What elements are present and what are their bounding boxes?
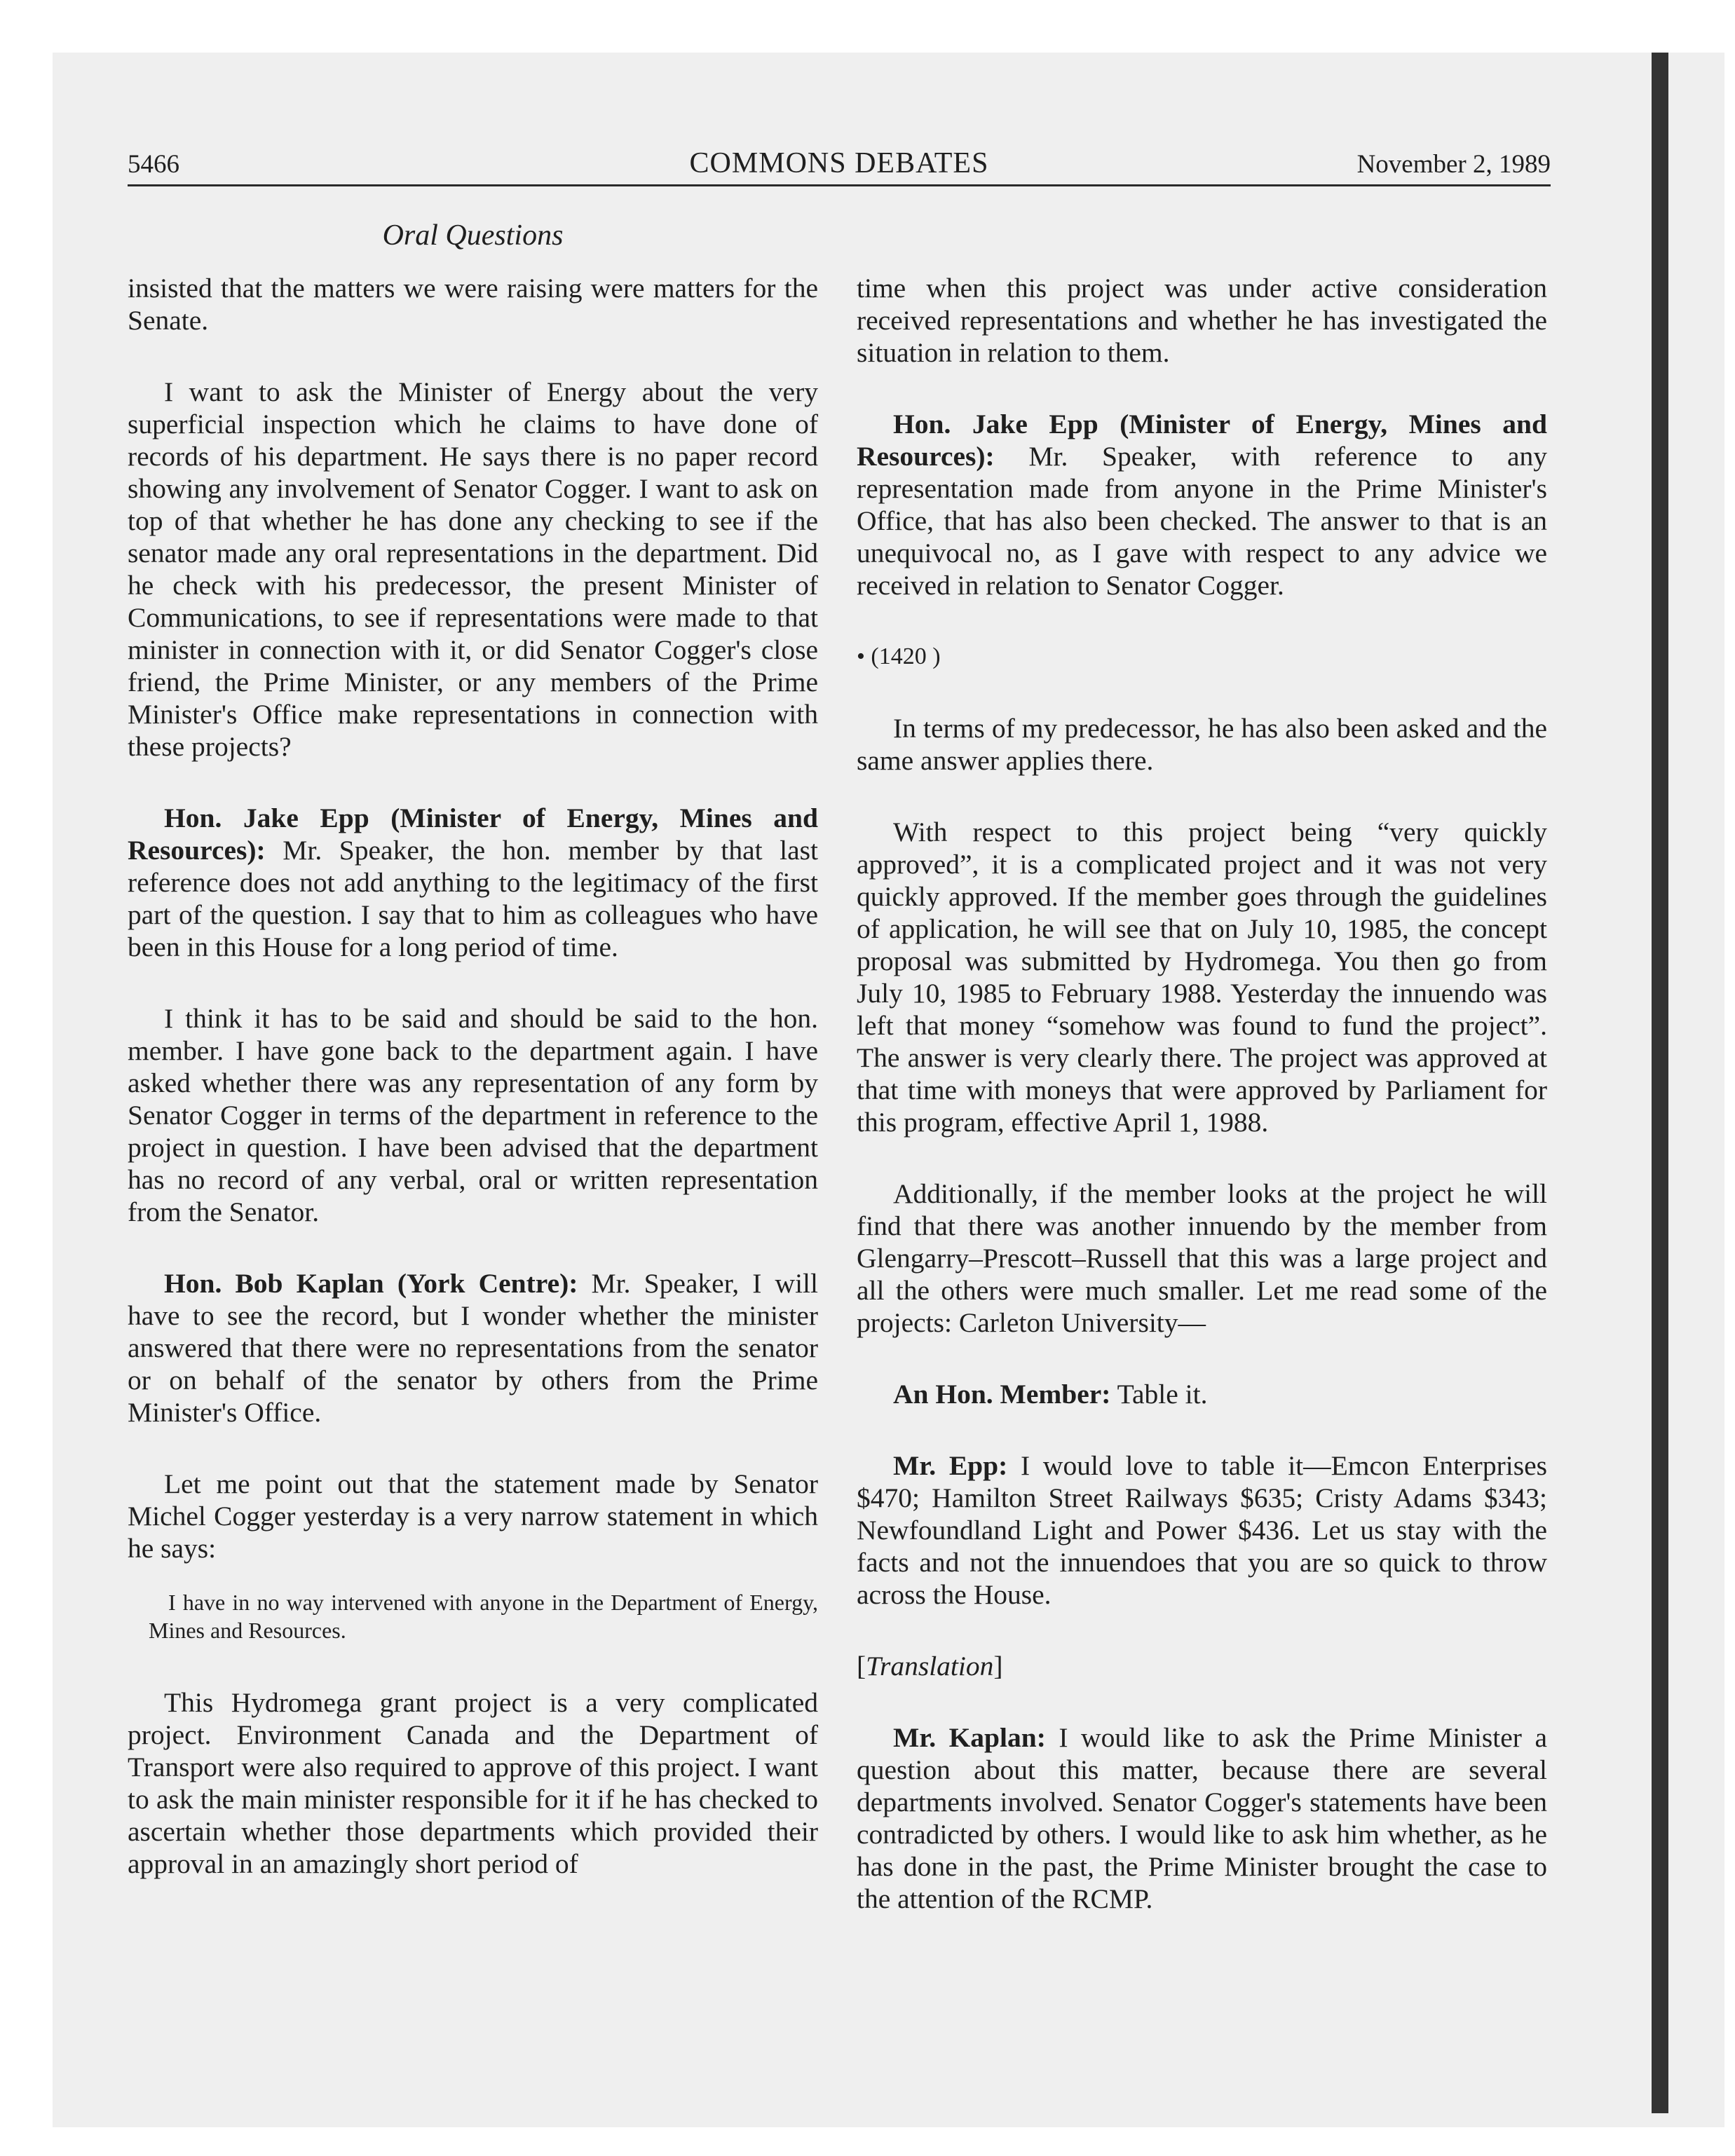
- scan-edge-bar: [1652, 53, 1668, 2113]
- paragraph: I think it has to be said and should be said to the hon. member. I have gone back to the department again. I have asked whether there was any representation of any form by Senator Cogger in terms of the department in reference to the project in question. I have been advised that the department has no record of any verbal, oral or written representation from the Senator.: [128, 1003, 818, 1227]
- page-header: [128, 144, 1551, 186]
- speaker-name: Hon. Jake Epp (Minister of Energy, Mines and Resources):: [128, 803, 818, 866]
- paragraph: This Hydromega grant project is a very complicated project. Environment Canada and the Department of Transport were also required to approve of this project. I want to ask the main minister responsible for it if he has checked to ascertain whether those departments which provided their approval in an amazingly short period of: [128, 1687, 818, 1879]
- speech-text: I would love to table it—Emcon Enterprises $470; Hamilton Street Railways $635; Cristy Adams $343; Newfoundland Light and Power $436. Let us stay with the facts and not the innuendoes that you are so quick to throw across the House.: [857, 1450, 1547, 1610]
- left-column: [128, 272, 818, 1919]
- bracket-open: [: [857, 1651, 866, 1681]
- paragraph: [857, 408, 1547, 601]
- publication-date: November 2, 1989: [1356, 150, 1551, 179]
- block-quote: I have in no way intervened with anyone in the Department of Energy, Mines and Resources.: [149, 1590, 818, 1643]
- publication-title: COMMONS DEBATES: [689, 147, 989, 179]
- speaker-name: An Hon. Member:: [893, 1379, 1111, 1410]
- paragraph: With respect to this project being “very quickly approved”, it is a complicated project and it was not very quickly approved. If the member goes through the guidelines of application, he will see that on July 10, 1985, the concept proposal was submitted by Hydromega. You then go from July 10, 1985 to February 1988. Yesterday the innuendo was left that money “somehow was found to fund the project”. The answer is very clearly there. The project was approved at that time with moneys that were approved by Parliament for this program, effective April 1, 1988.: [857, 817, 1547, 1138]
- paragraph: [128, 1267, 818, 1428]
- speaker-name: Hon. Jake Epp (Minister of Energy, Mines and Resources):: [857, 409, 1547, 472]
- speech-text: Mr. Speaker, the hon. member by that last reference does not add anything to the legitimacy of the first part of the question. I say that to him as colleagues who have been in this House for a long period of time.: [128, 835, 818, 962]
- speech-text: Table it.: [1110, 1379, 1208, 1410]
- bracket-close: ]: [993, 1651, 1003, 1681]
- time-marker: • (1420 ): [857, 643, 941, 669]
- page-number: 5466: [128, 150, 179, 179]
- section-title: Oral Questions: [382, 219, 564, 252]
- translation-label: Translation: [866, 1651, 994, 1681]
- paragraph: I want to ask the Minister of Energy about the very superficial inspection which he claims to have done of records of his department. He says there is no paper record showing any involvement of Senator Cogger. I want to ask on top of that whether he has done any checking to see if the senator made any oral representations in the department. Did he check with his predecessor, the present Minister of Communications, to see if representations were made to that minister in connection with it, or did Senator Cogger's close friend, the Prime Minister, or any members of the Prime Minister's Office make representations in connection with these projects?: [128, 376, 818, 762]
- speaker-name: Hon. Bob Kaplan (York Centre):: [164, 1268, 578, 1299]
- speaker-name: Mr. Kaplan:: [893, 1722, 1046, 1753]
- right-column: [857, 272, 1547, 1954]
- speaker-name: Mr. Epp:: [893, 1450, 1008, 1481]
- paragraph: In terms of my predecessor, he has also been asked and the same answer applies there.: [857, 713, 1547, 776]
- header-rule: [128, 184, 1551, 186]
- translation-note: [857, 1650, 1547, 1682]
- paragraph: [857, 1378, 1547, 1410]
- paragraph: insisted that the matters we were raising were matters for the Senate.: [128, 273, 818, 336]
- speech-text: Mr. Speaker, with reference to any representation made from anyone in the Prime Minister's Office, that has also been checked. The answer to that is an unequivocal no, as I gave with respect to any advice we received in relation to Senator Cogger.: [857, 441, 1547, 601]
- paragraph: [128, 802, 818, 963]
- paragraph: Additionally, if the member looks at the project he will find that there was another innuendo by the member from Glengarry–Prescott–Russell that this was a large project and all the others were much smaller. Let me read some of the projects: Carleton University—: [857, 1178, 1547, 1338]
- paragraph: time when this project was under active consideration received representations and whether he has investigated the situation in relation to them.: [857, 273, 1547, 368]
- paragraph: Let me point out that the statement made by Senator Michel Cogger yesterday is a very narrow statement in which he says:: [128, 1468, 818, 1564]
- speech-text: I would like to ask the Prime Minister a question about this matter, because there are several departments involved. Senator Cogger's statements have been contradicted by others. I would like to ask him whether, as he has done in the past, the Prime Minister brought the case to the attention of the RCMP.: [857, 1722, 1547, 1914]
- speech-text: Mr. Speaker, I will have to see the record, but I wonder whether the minister answered that there were no representations from the senator or on behalf of the senator by others from the Prime Minister's Office.: [128, 1268, 818, 1428]
- paragraph: [857, 1721, 1547, 1915]
- paragraph: [857, 1449, 1547, 1611]
